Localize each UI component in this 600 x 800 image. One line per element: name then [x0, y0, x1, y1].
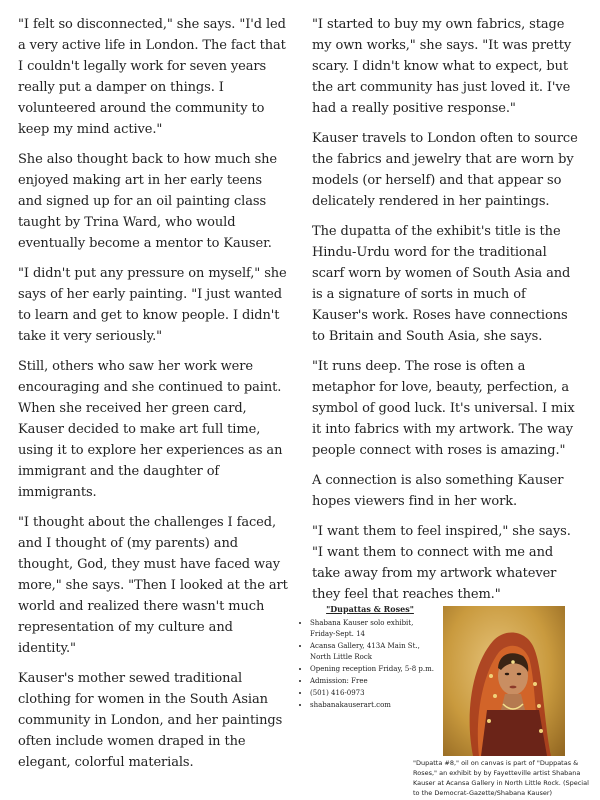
exhibit-info-item: • Opening reception Friday, 5-8 p.m. [310, 664, 440, 675]
article-paragraph: "I thought about the challenges I faced, and I thought of (my parents) and thought, God, they must have faced way more," she says. "Then I looked at the art world and realized there wasn't much representation of my culture and identity." [18, 515, 288, 656]
painting-figure-illustration [443, 606, 565, 756]
exhibit-info-item: • shabanakauserart.com [310, 700, 440, 711]
article-paragraph: She also thought back to how much she enjoyed making art in her early teens and signed up for an oil painting class taught by Trina Ward, who would eventually become a mentor to Kauser. [18, 152, 278, 251]
exhibit-info-title: "Dupattas & Roses" [326, 604, 414, 614]
exhibit-info-item: • Acansa Gallery, 413A Main St., North Little Rock [310, 641, 440, 663]
exhibit-info-item: • Shabana Kauser solo exhibit, Friday-Sept. 14 [310, 618, 440, 640]
article-paragraph: Kauser's mother sewed traditional clothing for women in the South Asian community in London, and her paintings often include women draped in the elegant, colorful materials. [18, 671, 283, 770]
article-paragraph: "I started to buy my own fabrics, stage my own works," she says. "It was pretty scary. I didn't know what to expect, but the art community has just loved it. I've had a really positive response." [312, 17, 572, 116]
exhibit-info-item: • Admission: Free [310, 676, 440, 687]
right-article-column [312, 14, 582, 614]
exhibit-info-item: • (501) 416-0973 [310, 688, 440, 699]
article-paragraph: "I didn't put any pressure on myself," she says of her early painting. "I just wanted to learn and get to know people. I didn't take it very seriously." [18, 266, 287, 344]
article-paragraph: "I felt so disconnected," she says. "I'd led a very active life in London. The fact that I couldn't legally work for seven years really put a damper on things. I volunteered around the community to keep my mind active." [18, 17, 286, 137]
painting-image [443, 606, 565, 756]
article-paragraph: The dupatta of the exhibit's title is the Hindu-Urdu word for the traditional scarf worn by women of South Asia and is a signature of sorts in much of Kauser's work. Roses have connections to Britain and South Asia, she says. [312, 224, 571, 344]
article-paragraph: "I want them to feel inspired," she says. "I want them to connect with me and take away from my artwork whatever they feel that reaches them." [312, 524, 571, 602]
photo-caption: "Dupatta #8," oil on canvas is part of "Duppatas & Roses," an exhibit by by Fayetteville artist Shabana Kauser at Acansa Gallery in North Little Rock. (Special to the Democrat-Gazette/Shabana Kauser) [413, 759, 589, 797]
article-paragraph: A connection is also something Kauser hopes viewers find in her work. [312, 473, 564, 509]
article-paragraph: Still, others who saw her work were encouraging and she continued to paint. When she received her green card, Kauser decided to make art full time, using it to explore her experiences as an immigrant and the daughter of immigrants. [18, 359, 283, 500]
exhibit-info-box [300, 604, 440, 712]
exhibit-info-list [300, 618, 440, 711]
left-article-column [18, 14, 288, 782]
article-paragraph: Kauser travels to London often to source the fabrics and jewelry that are worn by models (or herself) and that appear so delicately rendered in her paintings. [312, 131, 578, 209]
article-paragraph: "It runs deep. The rose is often a metaphor for love, beauty, perfection, a symbol of good luck. It's universal. I mix it into fabrics with my artwork. The way people connect with roses is amazing." [312, 359, 575, 458]
